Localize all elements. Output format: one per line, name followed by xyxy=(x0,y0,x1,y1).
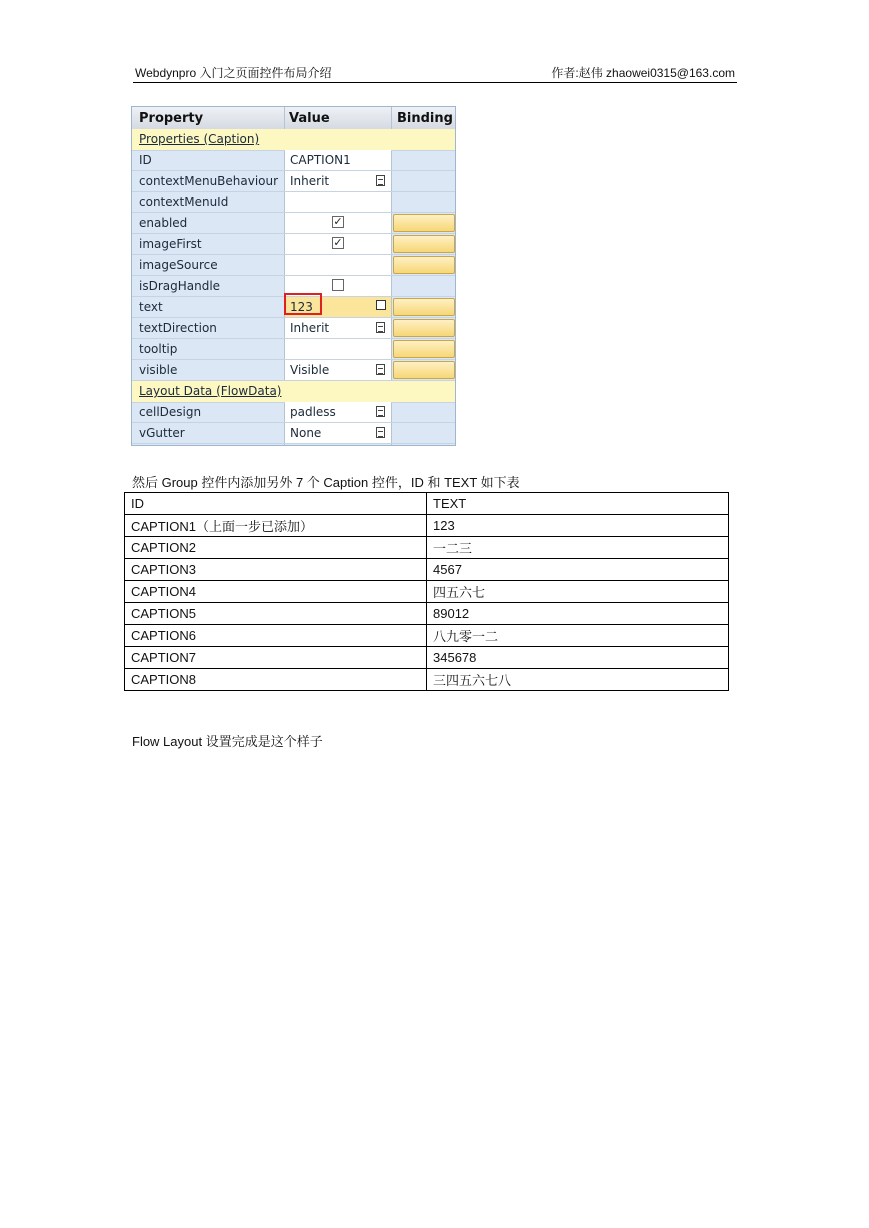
table-header-row xyxy=(125,493,729,515)
table-row: CAPTION1（上面一步已添加） 123 xyxy=(125,515,729,537)
column-property: Property xyxy=(139,111,204,126)
binding-button[interactable] xyxy=(393,340,455,358)
property-grid xyxy=(131,106,456,446)
dropdown-icon[interactable] xyxy=(376,427,385,438)
prop-row-isdraghandle[interactable]: isDragHandle xyxy=(132,276,456,297)
popup-edit-icon[interactable] xyxy=(376,300,386,310)
table-row: CAPTION8 三四五六七八 xyxy=(125,669,729,691)
prop-row-textdirection[interactable]: textDirection Inherit xyxy=(132,318,456,339)
grid-header xyxy=(132,107,456,130)
prop-row-contextmenuid[interactable]: contextMenuId xyxy=(132,192,456,213)
closing-paragraph: Flow Layout 设置完成是这个样子 xyxy=(132,734,323,749)
header-author: 作者:赵伟 zhaowei0315@163.com xyxy=(551,66,735,80)
binding-button[interactable] xyxy=(393,361,455,379)
table-header-text: TEXT xyxy=(427,493,729,515)
isdraghandle-checkbox[interactable] xyxy=(332,279,344,291)
table-row: CAPTION2 一二三 xyxy=(125,537,729,559)
binding-button[interactable] xyxy=(393,298,455,316)
dropdown-icon[interactable] xyxy=(376,406,385,417)
column-value: Value xyxy=(289,111,330,126)
dropdown-icon[interactable] xyxy=(376,322,385,333)
highlight-box xyxy=(284,293,322,315)
table-row: CAPTION7 345678 xyxy=(125,647,729,669)
column-binding: Binding xyxy=(397,111,453,126)
prop-row-tooltip[interactable]: tooltip xyxy=(132,339,456,360)
page-header xyxy=(133,62,737,83)
intro-paragraph: 然后 Group 控件内添加另外 7 个 Caption 控件，ID 和 TEXT 如下表 xyxy=(132,475,520,490)
prop-row-imagesource[interactable]: imageSource xyxy=(132,255,456,276)
prop-row-vgutter[interactable]: vGutter None xyxy=(132,423,456,444)
section-caption[interactable]: Properties (Caption) xyxy=(132,129,456,151)
prop-row-visible[interactable]: visible Visible xyxy=(132,360,456,381)
binding-button[interactable] xyxy=(393,319,455,337)
prop-row-imagefirst[interactable]: imageFirst ✓ xyxy=(132,234,456,255)
binding-button[interactable] xyxy=(393,235,455,253)
table-row: CAPTION4 四五六七 xyxy=(125,581,729,603)
dropdown-icon[interactable] xyxy=(376,364,385,375)
binding-button[interactable] xyxy=(393,214,455,232)
caption-table xyxy=(124,492,729,691)
prop-row-celldesign[interactable]: cellDesign padless xyxy=(132,402,456,423)
table-row: CAPTION3 4567 xyxy=(125,559,729,581)
prop-row-enabled[interactable]: enabled ✓ xyxy=(132,213,456,234)
section-layout-data[interactable]: Layout Data (FlowData) xyxy=(132,381,456,403)
table-header-id: ID xyxy=(125,493,427,515)
prop-row-id[interactable]: ID CAPTION1 xyxy=(132,150,456,171)
prop-row-text[interactable]: text 123 xyxy=(132,297,456,318)
enabled-checkbox[interactable]: ✓ xyxy=(333,215,343,228)
table-row: CAPTION5 89012 xyxy=(125,603,729,625)
header-title: Webdynpro 入门之页面控件布局介绍 xyxy=(135,66,332,80)
prop-row-contextmenubehaviour[interactable]: contextMenuBehaviour Inherit xyxy=(132,171,456,192)
imagefirst-checkbox[interactable]: ✓ xyxy=(333,236,343,249)
table-row: CAPTION6 八九零一二 xyxy=(125,625,729,647)
binding-button[interactable] xyxy=(393,256,455,274)
dropdown-icon[interactable] xyxy=(376,175,385,186)
